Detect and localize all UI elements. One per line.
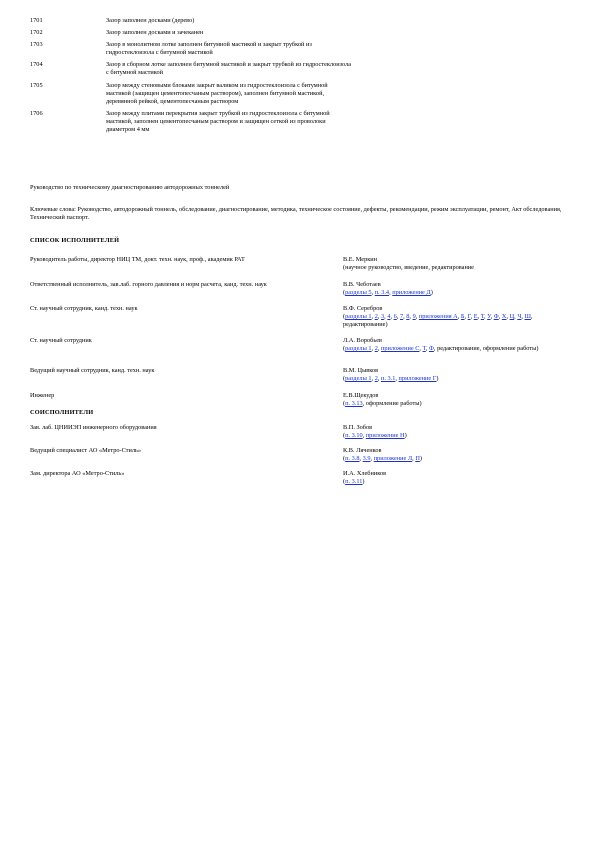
section-link[interactable]: 2 [374,375,378,383]
contribution-text: , редактирование) [343,313,533,329]
person-info [343,447,568,463]
executors-heading: СПИСОК ИСПОЛНИТЕЛЕЙ [30,237,120,244]
person-contribution [343,264,568,272]
contribution-text: , [419,345,423,353]
contribution-text: (научное руководство, введение, редактирование [343,264,474,272]
section-link[interactable]: У [487,313,491,321]
contribution-text: , [371,313,375,321]
section-link[interactable]: разделы 1 [345,375,372,383]
defect-description: Зазор заполнен досками и зачеканен [106,29,204,37]
person-name: Л.А. Воробьев [343,337,383,344]
section-link[interactable]: 4 [387,313,391,321]
person-role: Ведущий специалист АО «Метро-Стиль» [30,447,142,454]
contribution-text: , [415,313,419,321]
contribution-text: , оформление работы) [362,400,422,408]
contribution-text: , [377,375,381,383]
contribution-text: , [403,313,407,321]
contribution-text: , [457,313,461,321]
defect-row [30,61,370,77]
person-role: Ответственный исполнитель, зав.лаб. горного давления и норм расчета, канд. техн. наук [30,281,267,288]
contribution-text: , [477,313,481,321]
section-link[interactable]: п. 3.11 [345,478,363,486]
person-contribution [343,478,568,486]
contribution-text: , [521,313,525,321]
person-name: В.М. Цывков [343,367,379,374]
section-link[interactable]: 3.9 [362,455,371,463]
defect-code-table [30,17,370,138]
contribution-text: ) [404,432,407,440]
section-link[interactable]: п. 3.10 [345,432,363,440]
defect-code: 1702 [30,29,43,37]
defect-code: 1701 [30,17,43,24]
section-link[interactable]: приложение Д [392,289,431,297]
section-link[interactable]: приложение Г [398,375,437,383]
contribution-text: , редактирование, оформление работы) [433,345,539,353]
section-link[interactable]: Х [501,313,507,321]
person-info [343,392,568,408]
contribution-text: , [470,313,474,321]
person-contribution [343,375,568,383]
defect-row [30,29,370,37]
contribution-text: , [483,313,488,321]
person-name: В.Ф. Серебров [343,305,383,312]
person-row [30,447,570,463]
person-role: Зав. лаб. ЦНИИЭП инженерного оборудования [30,424,157,431]
section-link[interactable]: Ч [517,313,522,321]
person-info [343,256,568,272]
section-link[interactable]: Ц [509,313,515,321]
section-link[interactable]: Т [480,313,484,321]
contribution-text: , [384,313,388,321]
contribution-text: , [390,313,394,321]
section-link[interactable]: 7 [399,313,404,321]
contribution-text: , [370,455,374,463]
defect-code: 1704 [30,61,43,69]
section-link[interactable]: П [415,455,420,463]
section-link[interactable]: 9 [412,313,416,321]
person-row [30,424,570,440]
contribution-text: , [377,345,381,353]
contribution-text: ) [436,375,439,383]
contribution-text: ( [343,313,346,321]
person-row [30,281,570,297]
person-info [343,367,568,383]
defect-description: Зазор в сборном лотке заполнен битумной мастикой и закрыт трубкой из гидростеклоизола с битумной мастикой [106,61,352,77]
contribution-text: ( [343,400,346,408]
contribution-text: ( [343,455,346,463]
section-link[interactable]: Т [422,345,426,353]
contribution-text: , [490,313,494,321]
defect-description: Зазор в монолитном лотке заполнен битумной мастикой и закрыт трубкой из гидростеклоизола с битумной мастикой [106,41,312,57]
person-contribution [343,455,568,463]
contribution-text: , [371,345,375,353]
person-info [343,424,568,440]
person-role: Ст. научный сотрудник, канд. техн. наук [30,305,138,312]
contribution-text: , [412,455,416,463]
section-link[interactable]: приложение С [381,345,420,353]
person-name: В.В. Чеботаев [343,281,381,288]
contribution-text: ( [343,345,346,353]
section-link[interactable]: приложение Н [365,432,405,440]
contribution-text: ) [362,478,365,486]
person-info [343,305,568,329]
section-link[interactable]: Ф [428,345,434,353]
person-role: Ст. научный сотрудник [30,337,92,344]
contribution-text: , [425,345,429,353]
person-contribution [343,400,568,408]
section-link[interactable]: приложение Л [373,455,413,463]
contribution-text: , [514,313,518,321]
person-row [30,392,570,408]
section-link[interactable]: приложения А [418,313,458,321]
contribution-text: , [362,432,366,440]
person-name: В.Е. Меркин [343,256,378,263]
defect-row [30,17,370,25]
contribution-text: , [498,313,502,321]
contribution-text: , [359,455,363,463]
contribution-text: ( [343,478,346,486]
contribution-text: , [396,313,400,321]
section-link[interactable]: 3 [381,313,385,321]
section-link[interactable]: 2 [374,345,378,353]
section-link[interactable]: Е [473,313,478,321]
section-link[interactable]: разделы 1 [345,313,372,321]
section-link[interactable]: 2 [374,313,378,321]
defect-description: Зазор между стеновыми блоками закрыт валиком из гидростеклоизола с битумной мастикой (защищен цементопесчаным раствором), заполнен битумной мастикой, деревянной рейкой, цементопесчаным раствором [106,81,328,105]
section-link[interactable]: разделы 1 [345,345,372,353]
contribution-text: , [371,375,375,383]
person-name: В.П. Зобов [343,424,373,431]
person-role: Инженер [30,392,55,399]
defect-row [30,82,370,106]
section-link[interactable]: Ф [493,313,499,321]
contribution-text: , [506,313,510,321]
person-info [343,337,568,353]
person-contribution [343,289,568,297]
defect-description: Зазор заполнен досками (дерево) [106,17,195,24]
person-row [30,256,570,272]
section-link[interactable]: п. 3.1 [381,375,396,383]
contribution-text: ( [343,289,346,297]
contribution-text: ) [419,455,422,463]
coexecutors-heading: СОИСПОЛНИТЕЛИ [30,409,94,416]
contribution-text: , [389,289,393,297]
document-title: Руководство по техническому диагностированию автодорожных тоннелей [30,184,230,191]
person-role: Зам. директора АО «Метро-Стиль» [30,470,125,477]
section-link[interactable]: Б [460,313,465,321]
defect-row [30,110,370,134]
person-role: Руководитель работы, директор НИЦ ТМ, докт. техн. наук, проф., академик РАТ [30,256,245,263]
contribution-text: ( [343,375,346,383]
section-link[interactable]: Г [467,313,471,321]
person-name: Е.В.Щекудов [343,392,379,399]
person-info [343,470,568,486]
person-name: К.В. Ляченков [343,447,382,454]
contribution-text: ( [343,432,346,440]
section-link[interactable]: разделы 5 [345,289,372,297]
person-row [30,337,570,353]
contribution-text: , [371,289,375,297]
keywords-paragraph: Ключевые слова: Руководство, автодорожный тоннель, обследование, диагностирование, методика, техническое состояние, дефекты, рекомендации, режим эксплуатации, ремонт, Акт обследования, Технический паспорт. [30,206,562,222]
section-link[interactable]: п. 3.8 [345,455,360,463]
contribution-text: , [377,313,381,321]
section-link[interactable]: Ш [524,313,531,321]
contribution-text: ) [430,289,433,297]
defect-code: 1703 [30,41,43,49]
defect-code: 1705 [30,81,43,89]
person-role: Ведущий научный сотрудник, канд. техн. наук [30,367,155,374]
contribution-text: , [395,375,399,383]
contribution-text: , [409,313,413,321]
contribution-text: , [464,313,468,321]
defect-description: Зазор между плитами перекрытия закрыт трубкой из гидростеклоизола с битумной мастикой, заполнен цементопесчаным раствором и защищен сеткой из проволоки диаметром 4 мм [106,109,330,134]
person-contribution [343,432,568,440]
person-name: И.А. Хлебников [343,470,387,477]
person-row [30,305,570,329]
section-link[interactable]: п. 3.13 [345,400,363,408]
person-contribution [343,313,568,329]
section-link[interactable]: 6 [393,313,397,321]
defect-code: 1706 [30,109,43,117]
section-link[interactable]: 8 [406,313,410,321]
person-contribution [343,345,568,353]
person-row [30,367,570,383]
section-link[interactable]: п. 3.4 [374,289,390,297]
person-info [343,281,568,297]
defect-row [30,41,370,57]
person-row [30,470,570,486]
